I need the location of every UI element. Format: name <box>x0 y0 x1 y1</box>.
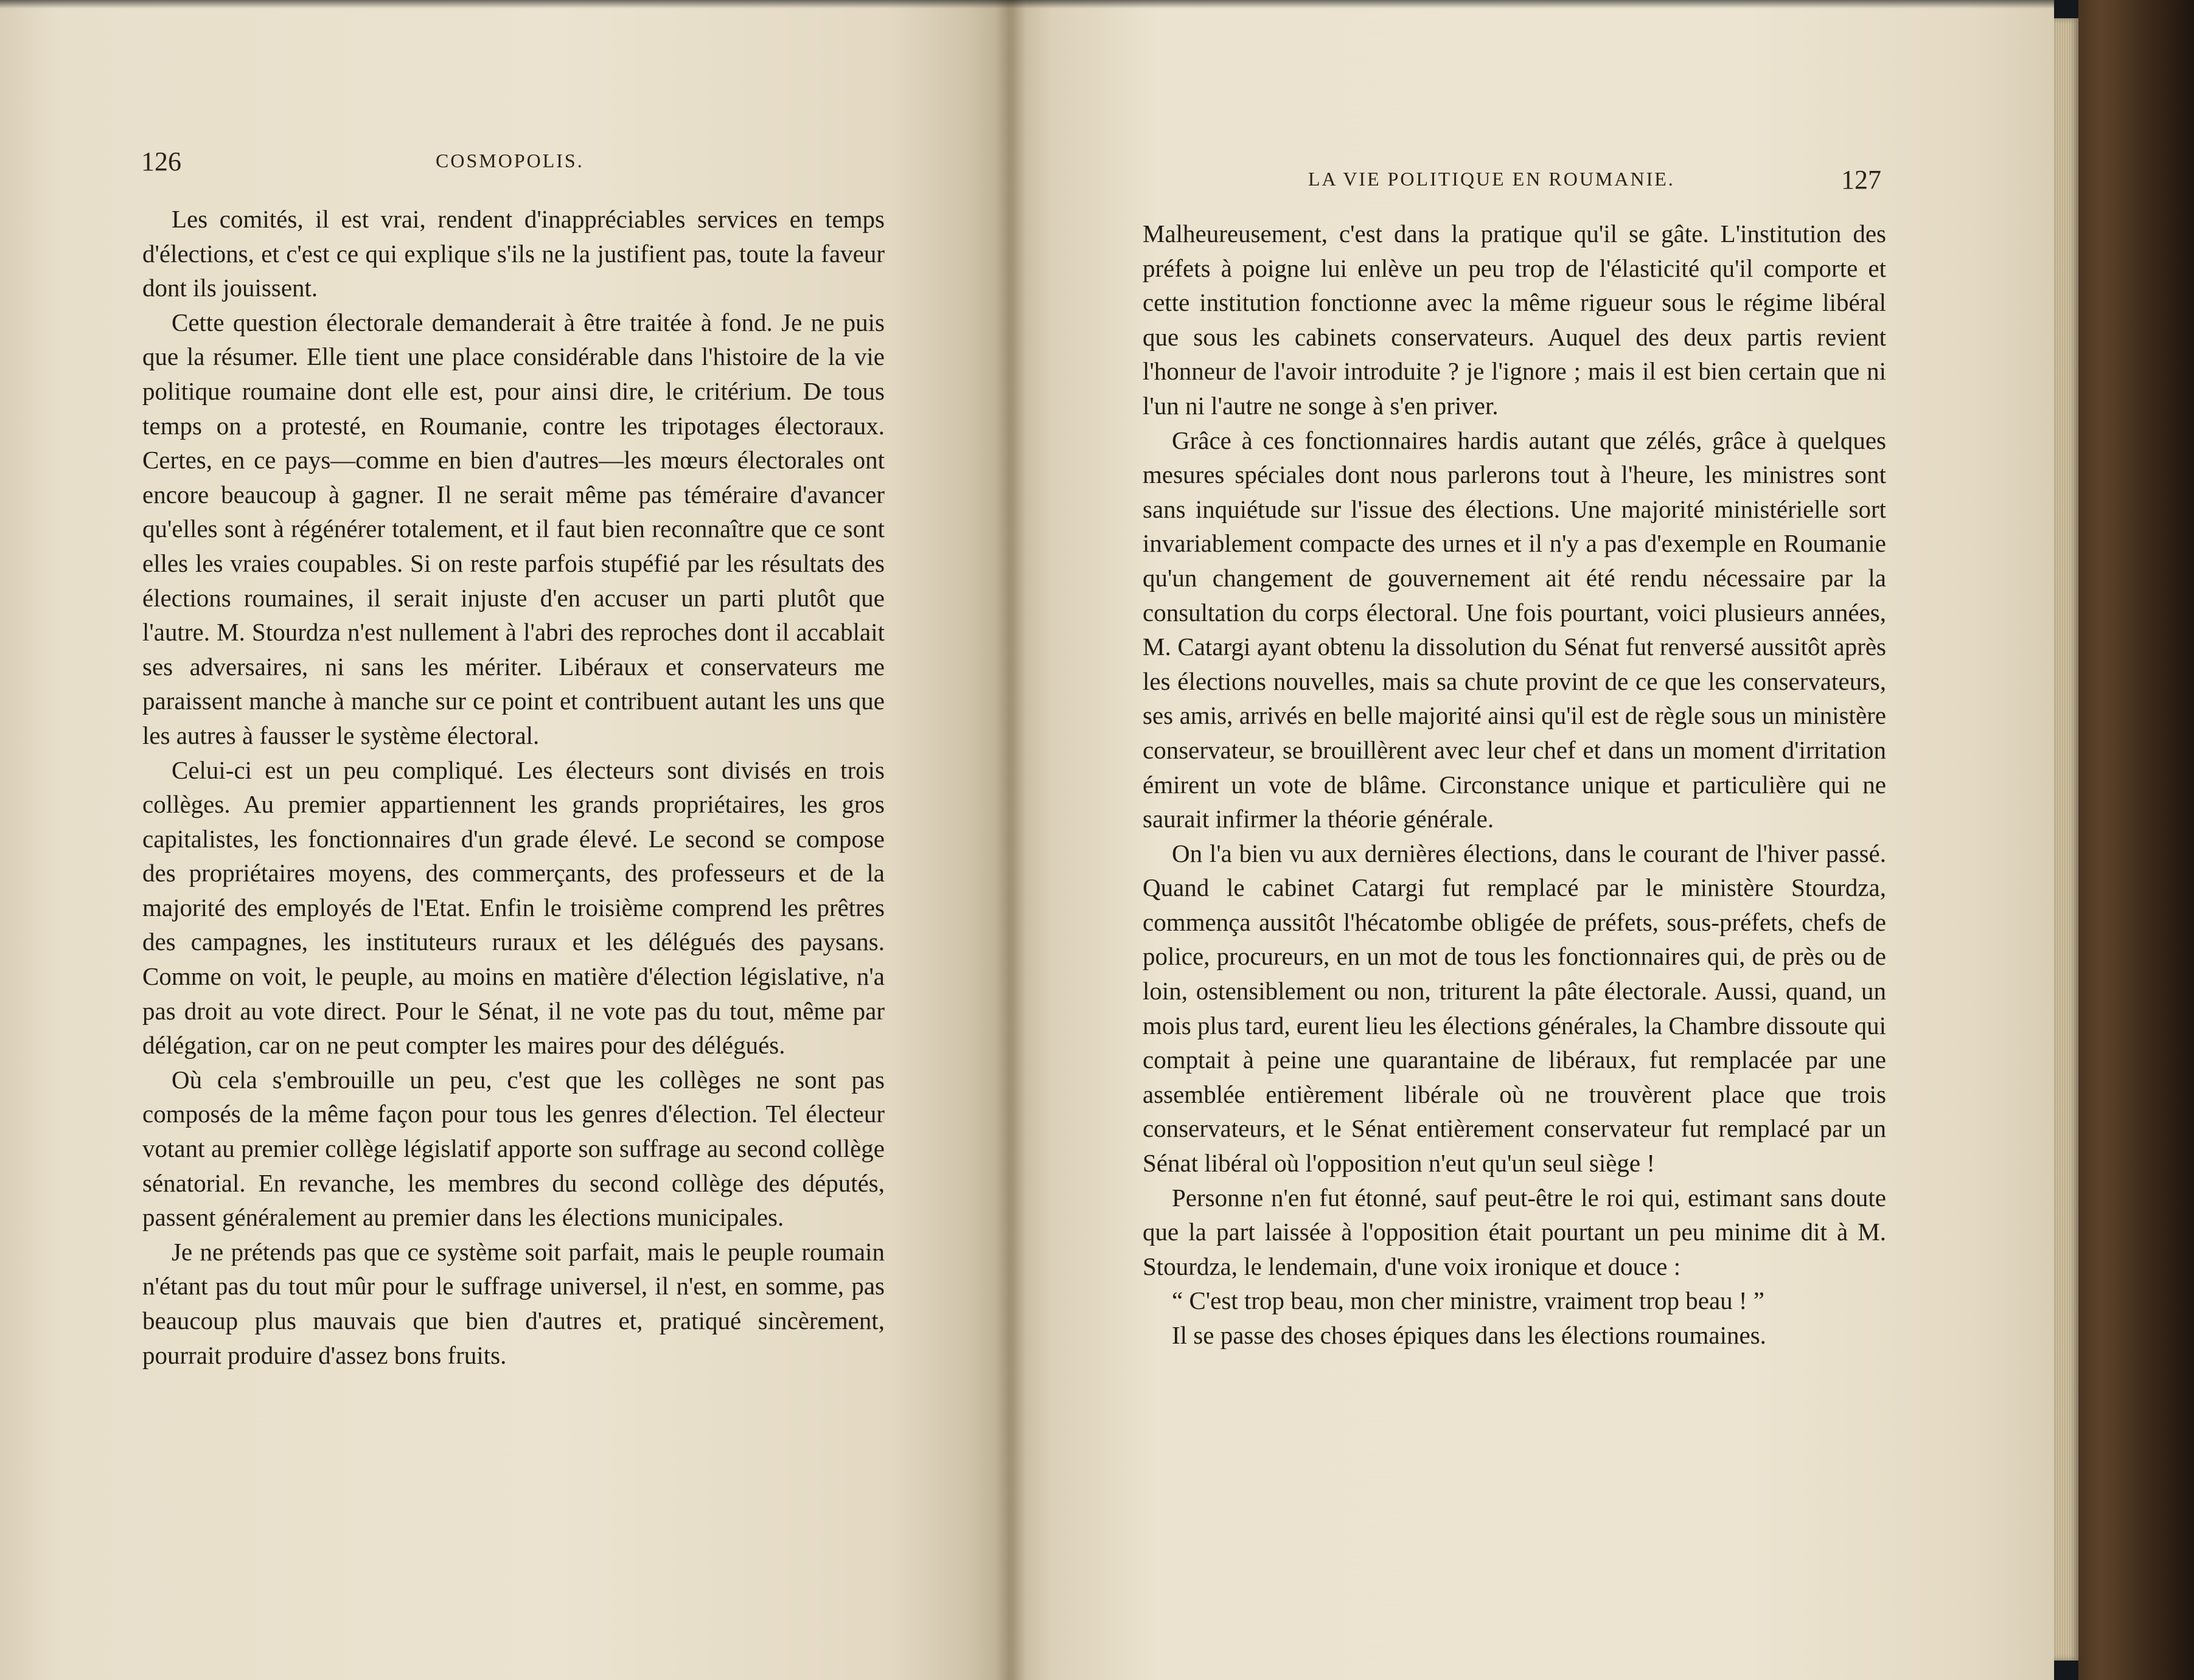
paragraph: On l'a bien vu aux dernières élections, dans le courant de l'hiver passé. Quand le cabinet Catargi fut remplacé par le ministère Stourdza, commença aussitôt l'hécatombe obligée de préfets, sous-préfets, chefs de police, procureurs, en un mot de tous les fonctionnaires qui, de près ou de loin, ostensiblement ou non, triturent la pâte électorale. Aussi, quand, un mois plus tard, eurent lieu les élections générales, la Chambre dissoute qui comptait à peine une quarantaine de libéraux, fut remplacée par une assemblée entièrement libérale où ne trouvèrent place que trois conservateurs, et le Sénat entièrement conservateur fut remplacé par un Sénat libéral où l'opposition n'eut qu'un seul siège ! <box>1143 839 1886 1178</box>
book-cover <box>2078 0 2194 1680</box>
left-page-body <box>142 202 885 1372</box>
left-running-title: COSMOPOLIS. <box>436 150 584 172</box>
book-gutter <box>995 0 1026 1680</box>
paragraph: Grâce à ces fonctionnaires hardis autant que zélés, grâce à quelques mesures spéciales dont nous parlerons tout à l'heure, les ministres sont sans inquiétude sur l'issue des élections. Une majorité ministérielle sort invariablement compacte des urnes et il n'y a pas d'exemple en Roumanie qu'un changement de gouvernement ait été rendu nécessaire par la consultation du corps électoral. Une fois pourtant, voici plusieurs années, M. Catargi ayant obtenu la dissolution du Sénat fut renversé aussitôt après les élections nouvelles, mais sa chute provint de ce que les conservateurs, ses amis, arrivés en belle majorité ainsi qu'il est de règle sous un ministère conservateur, se brouillèrent avec leur chef et dans un moment d'irritation émirent un vote de blâme. Circonstance unique et particulière qui ne saurait infirmer la théorie générale. <box>1143 426 1886 833</box>
right-page-body <box>1143 217 1886 1353</box>
right-running-title: LA VIE POLITIQUE EN ROUMANIE. <box>1308 168 1675 190</box>
right-page-number: 127 <box>1841 165 1881 195</box>
paragraph: Celui-ci est un peu compliqué. Les électeurs sont divisés en trois collèges. Au premier appartiennent les grands propriétaires, les gros capitalistes, les fonctionnaires d'un grade élevé. Le second se compose des propriétaires moyens, des commerçants, des professeurs et de la majorité des employés de l'Etat. Enfin le troisième comprend les prêtres des campagnes, les instituteurs ruraux et les délégués des paysans. Comme on voit, le peuple, au moins en matière d'élection législative, n'a pas droit au vote direct. Pour le Sénat, il ne vote pas du tout, même par délégation, car on ne peut compter les maires pour des délégués. <box>142 755 885 1060</box>
top-shadow <box>0 0 2054 9</box>
quoted-line: “ C'est trop beau, mon cher ministre, vraiment trop beau ! ” <box>1172 1286 1764 1315</box>
paragraph: Cette question électorale demanderait à être traitée à fond. Je ne puis que la résumer. Elle tient une place considérable dans l'histoire de la vie politique roumaine dont elle est, pour ainsi dire, le critérium. De tous temps on a protesté, en Roumanie, contre les tripotages électoraux. Certes, en ce pays—comme en bien d'autres—les mœurs électorales ont encore beaucoup à gagner. Il ne serait même pas téméraire d'avancer qu'elles sont à régénérer totalement, et il faut bien reconnaître que ce sont elles les vraies coupables. Si on reste parfois stupéfié par les résultats des élections roumaines, il serait injuste d'en accuser un parti plutôt que l'autre. M. Stourdza n'est nullement à l'abri des reproches dont il accablait ses adversaires, ni sans les mériter. Libéraux et conservateurs me paraissent manche à manche sur ce point et contribuent autant les uns que les autres à fausser le système électoral. <box>142 308 885 749</box>
paragraph: Il se passe des choses épiques dans les élections roumaines. <box>1172 1321 1766 1349</box>
paragraph: Personne n'en fut étonné, sauf peut-être le roi qui, estimant sans doute que la part laissée à l'opposition était pourtant un peu minime dit à M. Stourdza, le lendemain, d'une voix ironique et douce : <box>1143 1183 1886 1280</box>
page-edges <box>2054 18 2078 1661</box>
paragraph: Malheureusement, c'est dans la pratique qu'il se gâte. L'institution des préfets à poigne lui enlève un peu trop de l'élasticité qu'il comporte et cette institution fonctionne avec la même rigueur sous le régime libéral que sous les cabinets conservateurs. Auquel des deux partis revient l'honneur de l'avoir introduite ? je l'ignore ; mais il est bien certain que ni l'un ni l'autre ne songe à s'en priver. <box>1143 220 1886 420</box>
left-page-number: 126 <box>141 147 181 176</box>
left-page <box>0 0 1010 1680</box>
paragraph: Où cela s'embrouille un peu, c'est que les collèges ne sont pas composés de la même façon pour tous les genres d'élection. Tel électeur votant au premier collège législatif apporte son suffrage au second collège sénatorial. En revanche, les membres du second collège des députés, passent généralement au premier dans les élections municipales. <box>142 1065 885 1232</box>
paragraph: Je ne prétends pas que ce système soit parfait, mais le peuple roumain n'étant pas du tout mûr pour le suffrage universel, il n'est, en somme, pas beaucoup plus mauvais que bien d'autres et, pratiqué sincèrement, pourrait produire d'assez bons fruits. <box>142 1237 885 1369</box>
paragraph: Les comités, il est vrai, rendent d'inappréciables services en temps d'élections, et c'est ce qui explique s'ils ne la justifient pas, toute la faveur dont ils jouissent. <box>142 205 885 302</box>
